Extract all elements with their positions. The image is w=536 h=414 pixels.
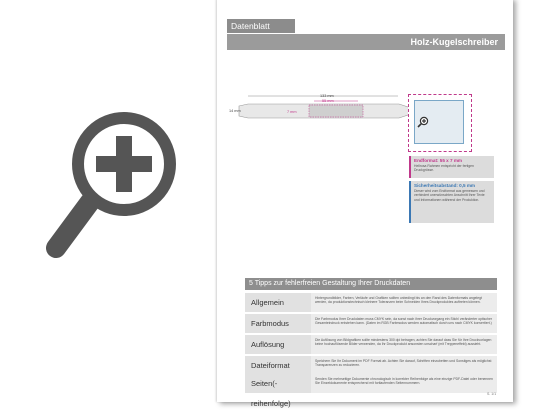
zoom-icon (417, 116, 429, 128)
tip-text: Speichern Sie Ihr Dokument im PDF Format ab. Achten Sie darauf, Schriften einzubetten und Sonstiges als möglichst Transparenzen zu reduzieren. (311, 356, 497, 376)
tip-label: Dateiformat (245, 356, 311, 376)
page-number: S. 1/1 (487, 392, 497, 396)
datasheet-page (217, 0, 513, 408)
datasheet-label: Datenblatt (227, 19, 295, 33)
endformat-info (409, 156, 494, 178)
tip-label: Seiten(-reihenfolge) (245, 374, 311, 394)
tip-row (245, 314, 497, 334)
dim-print-height: 7 mm (287, 110, 297, 114)
tip-row (245, 293, 497, 313)
endformat-text: Hellrosa Rahmen entspricht der fertigen Druckgrösse. (414, 164, 474, 173)
tip-label: Allgemein (245, 293, 311, 313)
tip-row (245, 356, 497, 376)
tip-text: Senden Sie mehrseitige Dokumente chronologisch in korrekter Reihenfolge als eine einzige PDF-Datei oder benennen Sie Einzeldokumente entsprechend mit fortlaufenden Seitennummern. (311, 374, 497, 394)
tip-text: Die Auflösung von Bildgrafiken sollte mindestens 300 dpi betragen, achten Sie darauf dass Sie für Ihre Druckvorlagen keine hochauflösende Bilder verwenden, da Ihr Druckprodukt ansonsten unscharf (mit Treppeneffekt) aussieht. (311, 335, 497, 355)
page-title: Holz-Kugelschreiber (227, 34, 505, 50)
safety-title: Sicherheitsabstand: 0,5 mm (414, 183, 476, 188)
tips-title: 5 Tipps zur fehlerfreien Gestaltung Ihrer Druckdaten (245, 278, 497, 290)
tip-text: Die Farbmodus Ihrer Druckdaten muss CMYK sein, da sonst nach ihrer Druckvorgang ein Stich/ veränderter optischer Gesamteindruck entstehen kann. (Daten im RGB Farbmodus werden automatisch durch uns nach CMYK konvertiert.) (311, 314, 497, 334)
endformat-title: Endformat: 55 x 7 mm (414, 158, 462, 163)
tip-label: Farbmodus (245, 314, 311, 334)
dim-height: 14 mm (229, 109, 241, 113)
safety-text: Dieser wird vom Endformat aus gemessen und verhindert unerwünschten Anschnitt Ihrer Texte und Informationen während der Produktion. (414, 189, 485, 202)
safety-info (409, 181, 494, 223)
zoom-in-icon[interactable] (46, 108, 178, 268)
dim-total: 133 mm (320, 94, 334, 98)
dim-print: 55 mm (322, 99, 334, 103)
tip-text: Hintergrundbilder, Farben, Verläufe und Grafiken sollten unbedingt bis an den Rand des Datenformats angelegt werden, da produktionstechnisch kleinere Toleranzen beim Schneiden Ihres Druckproduktes auftreten können. (311, 293, 497, 313)
tip-label: Auflösung (245, 335, 311, 355)
tip-row (245, 335, 497, 355)
tip-row (245, 374, 497, 408)
